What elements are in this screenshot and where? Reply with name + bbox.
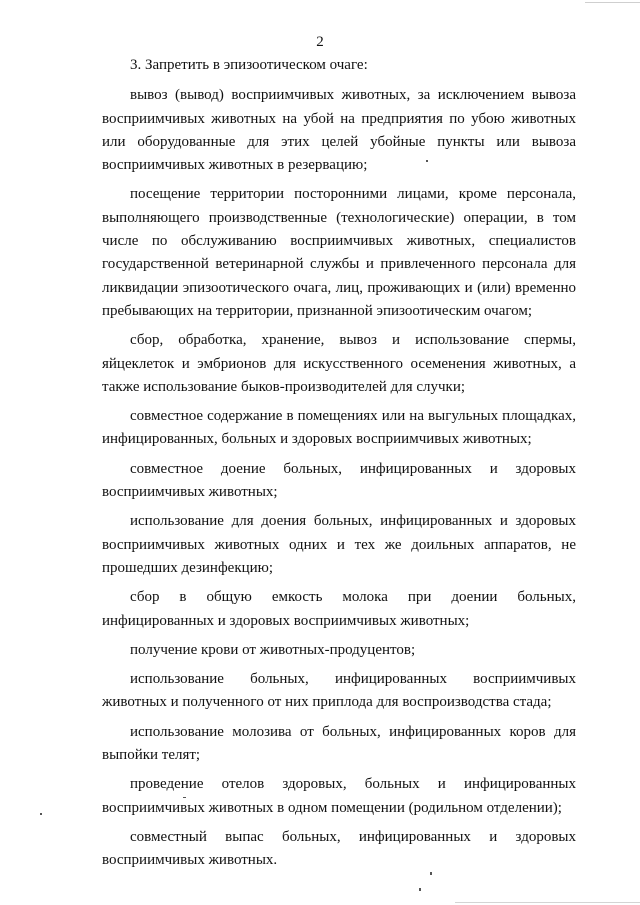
scan-speck: [419, 888, 421, 891]
document-body: [102, 54, 576, 879]
scan-edge-line: [585, 2, 640, 3]
scan-speck: [430, 872, 432, 875]
list-item: посещение территории посторонними лицами, кроме персонала, выполняющего производственные (технологические) операции, в том числе по обслуживанию восприимчивых животных, специалистов государственной ветеринарной службы и привлеченного персонала для ликвидации эпизоотического очага, лиц, проживающих и (или) временно пребывающих на территории, признанной эпизоотическим очагом;: [102, 186, 576, 319]
scan-speck: [183, 797, 186, 798]
scan-edge-line: [455, 902, 640, 903]
section-heading: 3. Запретить в эпизоотическом очаге:: [130, 57, 368, 73]
list-item: совместный выпас больных, инфицированных и здоровых восприимчивых животных.: [102, 828, 576, 869]
list-item: использование для доения больных, инфицированных и здоровых восприимчивых животных одних и тех же доильных аппаратов, не прошедших дезинфекцию;: [102, 513, 576, 576]
scan-speck: [40, 813, 42, 815]
list-item: использование молозива от больных, инфицированных коров для выпойки телят;: [102, 723, 576, 764]
list-item: совместное доение больных, инфицированных и здоровых восприимчивых животных;: [102, 460, 576, 501]
list-item: получение крови от животных-продуцентов;: [130, 641, 416, 658]
list-item: совместное содержание в помещениях или на выгульных площадках, инфицированных, больных и здоровых восприимчивых животных;: [102, 408, 576, 448]
page-number: 2: [316, 34, 324, 50]
scan-speck: [426, 160, 428, 162]
list-item: сбор в общую емкость молока при доении больных, инфицированных и здоровых восприимчивых животных;: [102, 589, 576, 629]
list-item: сбор, обработка, хранение, вывоз и использование спермы, яйцеклеток и эмбрионов для искусственного осеменения животных, а также использование быков-производителей для случки;: [102, 332, 576, 395]
list-item: использование больных, инфицированных восприимчивых животных и полученного от них приплода для воспроизводства стада;: [102, 671, 576, 711]
list-item: проведение отелов здоровых, больных и инфицированных восприимчивых животных в одном помещении (родильном отделении);: [102, 776, 576, 816]
list-item: вывоз (вывод) восприимчивых животных, за исключением вывоза восприимчивых животных на убой на предприятия по убою животных или оборудованные для этих целей убойные пункты или вывоза восприимчивых животных в резервацию;: [102, 87, 576, 174]
